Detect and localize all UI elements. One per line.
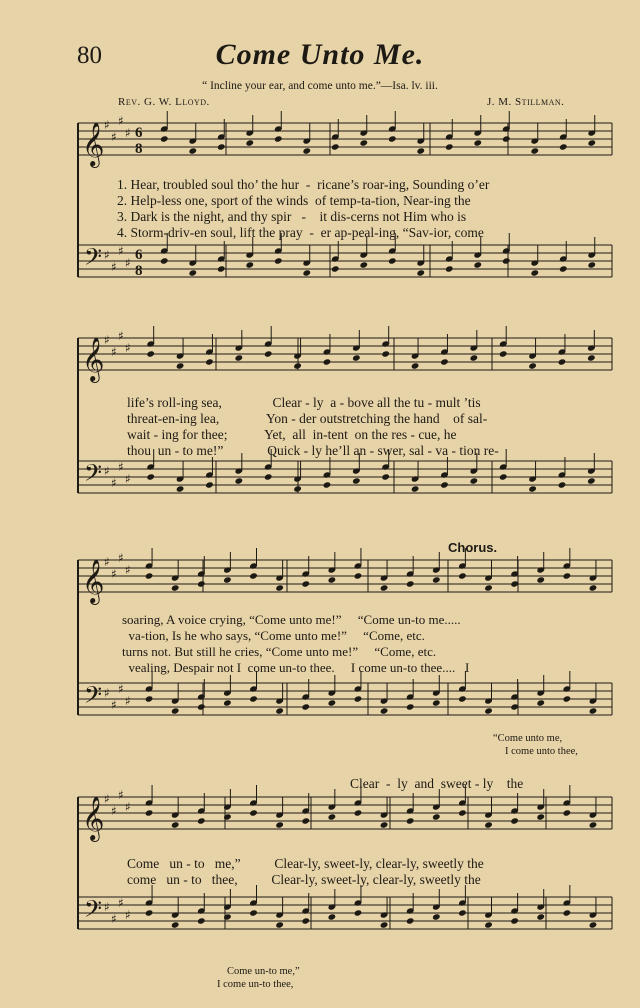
treble-clef: 𝄞 bbox=[82, 796, 105, 840]
note-head bbox=[245, 261, 254, 268]
note-head bbox=[502, 135, 511, 142]
note-head bbox=[432, 699, 441, 706]
chorus-label: Chorus. bbox=[448, 540, 498, 555]
epigraph: “ Incline your ear, and come unto me.”—Isa. lv. iii. bbox=[202, 80, 438, 92]
verse-line-1-1: 1. Hear, troubled soul tho’ the hur - ricane’s roar-ing, Sounding o’er bbox=[117, 177, 490, 192]
note-head bbox=[536, 913, 545, 920]
note-head bbox=[484, 921, 493, 928]
note-head bbox=[388, 257, 397, 264]
hymn-title: Come Unto Me. bbox=[215, 38, 425, 71]
sharp-sign: ♯ bbox=[118, 329, 124, 343]
note-head bbox=[245, 139, 254, 146]
sharp-sign: ♯ bbox=[111, 698, 117, 712]
note-head bbox=[145, 695, 154, 702]
note-head bbox=[411, 362, 420, 369]
note-head bbox=[160, 257, 169, 264]
note-head bbox=[274, 257, 283, 264]
note-head bbox=[145, 909, 154, 916]
note-head bbox=[499, 473, 508, 480]
sharp-sign: ♯ bbox=[111, 912, 117, 926]
note-head bbox=[587, 354, 596, 361]
note-head bbox=[352, 354, 361, 361]
note-head bbox=[499, 350, 508, 357]
time-sig: 8 bbox=[135, 263, 143, 279]
note-head bbox=[445, 265, 454, 272]
verse-line-4-2: come un - to thee, Clear-ly, sweet-ly, clear-ly, sweetly the bbox=[127, 872, 481, 887]
note-head bbox=[197, 817, 206, 824]
note-head bbox=[171, 584, 180, 591]
note-head bbox=[249, 809, 258, 816]
note-head bbox=[264, 350, 273, 357]
note-head bbox=[484, 584, 493, 591]
note-head bbox=[587, 261, 596, 268]
sharp-sign: ♯ bbox=[111, 804, 117, 818]
bass-echo-2: I come unto thee, bbox=[505, 746, 578, 757]
bass-echo-3: Come un-to me,” bbox=[227, 966, 300, 977]
sharp-sign: ♯ bbox=[111, 567, 117, 581]
sharp-sign: ♯ bbox=[125, 126, 131, 140]
note-head bbox=[293, 485, 302, 492]
note-head bbox=[502, 257, 511, 264]
note-head bbox=[559, 143, 568, 150]
note-head bbox=[275, 921, 284, 928]
note-head bbox=[563, 695, 572, 702]
note-head bbox=[301, 917, 310, 924]
sharp-sign: ♯ bbox=[125, 256, 131, 270]
note-head bbox=[146, 473, 155, 480]
note-head bbox=[275, 707, 284, 714]
time-sig: 8 bbox=[135, 141, 143, 157]
note-head bbox=[445, 143, 454, 150]
sharp-sign: ♯ bbox=[125, 472, 131, 486]
note-head bbox=[536, 699, 545, 706]
note-head bbox=[217, 265, 226, 272]
note-head bbox=[528, 362, 537, 369]
note-head bbox=[223, 813, 232, 820]
note-head bbox=[381, 473, 390, 480]
note-head bbox=[558, 481, 567, 488]
sharp-sign: ♯ bbox=[111, 476, 117, 490]
note-head bbox=[331, 265, 340, 272]
verse-line-3-1: soaring, A voice crying, “Come unto me!” “Come un-to me..... bbox=[122, 612, 461, 627]
note-head bbox=[176, 362, 185, 369]
note-head bbox=[510, 917, 519, 924]
note-head bbox=[293, 362, 302, 369]
note-head bbox=[416, 269, 425, 276]
note-head bbox=[470, 477, 479, 484]
note-head bbox=[205, 358, 214, 365]
sharp-sign: ♯ bbox=[104, 118, 110, 132]
note-head bbox=[559, 265, 568, 272]
note-head bbox=[235, 354, 244, 361]
author-credit: Rev. G. W. Lloyd. bbox=[118, 96, 210, 108]
note-head bbox=[301, 703, 310, 710]
sharp-sign: ♯ bbox=[125, 800, 131, 814]
note-head bbox=[510, 817, 519, 824]
note-head bbox=[406, 703, 415, 710]
note-head bbox=[171, 921, 180, 928]
note-head bbox=[354, 695, 363, 702]
note-head bbox=[197, 580, 206, 587]
sharp-sign: ♯ bbox=[111, 130, 117, 144]
note-head bbox=[406, 580, 415, 587]
sharp-sign: ♯ bbox=[111, 260, 117, 274]
verse-line-1-2: 2. Help-less one, sport of the winds of temp-ta-tion, Near-ing the bbox=[117, 193, 471, 208]
sharp-sign: ♯ bbox=[104, 464, 110, 478]
time-sig: 6 bbox=[135, 125, 143, 141]
top-line-text: Clear - ly and sweet - ly the bbox=[350, 776, 524, 791]
note-head bbox=[589, 584, 598, 591]
note-head bbox=[328, 699, 337, 706]
note-head bbox=[473, 139, 482, 146]
sharp-sign: ♯ bbox=[118, 114, 124, 128]
sharp-sign: ♯ bbox=[118, 460, 124, 474]
note-head bbox=[563, 572, 572, 579]
note-head bbox=[352, 477, 361, 484]
note-head bbox=[359, 261, 368, 268]
note-head bbox=[440, 481, 449, 488]
time-sig: 6 bbox=[135, 247, 143, 263]
note-head bbox=[432, 576, 441, 583]
note-head bbox=[536, 813, 545, 820]
note-head bbox=[323, 481, 332, 488]
sharp-sign: ♯ bbox=[125, 694, 131, 708]
note-head bbox=[536, 576, 545, 583]
note-head bbox=[563, 809, 572, 816]
sharp-sign: ♯ bbox=[118, 682, 124, 696]
note-head bbox=[380, 584, 389, 591]
note-head bbox=[530, 269, 539, 276]
note-head bbox=[145, 809, 154, 816]
note-head bbox=[223, 576, 232, 583]
verse-line-3-4: vealing, Despair not I come un-to thee. I come un-to thee.... I bbox=[122, 660, 470, 675]
note-head bbox=[484, 707, 493, 714]
note-head bbox=[188, 269, 197, 276]
note-head bbox=[275, 821, 284, 828]
bass-clef: 𝄢 bbox=[84, 243, 103, 276]
note-head bbox=[470, 354, 479, 361]
note-head bbox=[274, 135, 283, 142]
note-head bbox=[354, 909, 363, 916]
note-head bbox=[223, 913, 232, 920]
note-head bbox=[484, 821, 493, 828]
note-head bbox=[589, 821, 598, 828]
note-head bbox=[249, 572, 258, 579]
note-head bbox=[160, 135, 169, 142]
note-head bbox=[530, 147, 539, 154]
note-head bbox=[197, 703, 206, 710]
verse-line-2-2: threat-en-ing lea, Yon - der outstretching the hand of sal- bbox=[127, 411, 488, 426]
verse-line-2-4: thou un - to me!” Quick - ly he’ll an - swer, sal - va - tion re- bbox=[127, 443, 499, 458]
note-head bbox=[302, 147, 311, 154]
note-head bbox=[473, 261, 482, 268]
note-head bbox=[563, 909, 572, 916]
note-head bbox=[171, 707, 180, 714]
note-head bbox=[354, 809, 363, 816]
note-head bbox=[416, 147, 425, 154]
note-head bbox=[176, 485, 185, 492]
note-head bbox=[264, 473, 273, 480]
sharp-sign: ♯ bbox=[104, 248, 110, 262]
note-head bbox=[381, 350, 390, 357]
note-head bbox=[275, 584, 284, 591]
note-head bbox=[458, 695, 467, 702]
note-head bbox=[145, 572, 154, 579]
note-head bbox=[587, 477, 596, 484]
bass-clef: 𝄢 bbox=[84, 459, 103, 492]
note-head bbox=[249, 695, 258, 702]
note-head bbox=[171, 821, 180, 828]
note-head bbox=[458, 809, 467, 816]
sharp-sign: ♯ bbox=[125, 563, 131, 577]
bass-echo-1: “Come unto me, bbox=[493, 733, 563, 744]
verse-line-1-3: 3. Dark is the night, and thy spir - it dis-cerns not Him who is bbox=[117, 209, 467, 224]
note-head bbox=[458, 572, 467, 579]
note-head bbox=[406, 917, 415, 924]
note-head bbox=[205, 481, 214, 488]
note-head bbox=[301, 817, 310, 824]
note-head bbox=[388, 135, 397, 142]
verse-line-4-1: Come un - to me,” Clear-ly, sweet-ly, clear-ly, sweetly the bbox=[127, 856, 484, 871]
note-head bbox=[432, 913, 441, 920]
note-head bbox=[302, 269, 311, 276]
bass-clef: 𝄢 bbox=[84, 681, 103, 714]
verse-line-3-3: turns not. But still he cries, “Come unto me!” “Come, etc. bbox=[122, 644, 437, 659]
note-head bbox=[411, 485, 420, 492]
sharp-sign: ♯ bbox=[118, 551, 124, 565]
page-number: 80 bbox=[77, 42, 102, 69]
note-head bbox=[558, 358, 567, 365]
note-head bbox=[217, 143, 226, 150]
note-head bbox=[328, 813, 337, 820]
verse-line-1-4: 4. Storm-driv-en soul, lift the pray - er ap-peal-ing, “Sav-ior, come bbox=[117, 225, 484, 240]
sharp-sign: ♯ bbox=[125, 341, 131, 355]
note-head bbox=[235, 477, 244, 484]
note-head bbox=[587, 139, 596, 146]
treble-clef: 𝄞 bbox=[82, 559, 105, 603]
sharp-sign: ♯ bbox=[104, 333, 110, 347]
note-head bbox=[249, 909, 258, 916]
note-head bbox=[589, 707, 598, 714]
note-head bbox=[380, 921, 389, 928]
note-head bbox=[354, 572, 363, 579]
sharp-sign: ♯ bbox=[125, 908, 131, 922]
note-head bbox=[589, 921, 598, 928]
verse-line-2-1: life’s roll-ing sea, Clear - ly a - bove all the tu - mult ’tis bbox=[127, 395, 481, 410]
note-head bbox=[301, 580, 310, 587]
note-head bbox=[406, 817, 415, 824]
composer-credit: J. M. Stillman. bbox=[487, 96, 565, 108]
note-head bbox=[458, 909, 467, 916]
sharp-sign: ♯ bbox=[118, 896, 124, 910]
note-head bbox=[359, 139, 368, 146]
note-head bbox=[331, 143, 340, 150]
note-head bbox=[328, 913, 337, 920]
treble-clef: 𝄞 bbox=[82, 337, 105, 381]
sharp-sign: ♯ bbox=[118, 244, 124, 258]
sharp-sign: ♯ bbox=[118, 788, 124, 802]
note-head bbox=[323, 358, 332, 365]
note-head bbox=[197, 917, 206, 924]
note-head bbox=[432, 813, 441, 820]
note-head bbox=[223, 699, 232, 706]
note-head bbox=[440, 358, 449, 365]
sharp-sign: ♯ bbox=[104, 792, 110, 806]
note-head bbox=[328, 576, 337, 583]
note-head bbox=[188, 147, 197, 154]
bass-clef: 𝄢 bbox=[84, 895, 103, 928]
note-head bbox=[528, 485, 537, 492]
sharp-sign: ♯ bbox=[104, 686, 110, 700]
treble-clef: 𝄞 bbox=[82, 122, 105, 166]
note-head bbox=[380, 821, 389, 828]
sharp-sign: ♯ bbox=[111, 345, 117, 359]
note-head bbox=[380, 707, 389, 714]
sharp-sign: ♯ bbox=[104, 900, 110, 914]
verse-line-3-2: va-tion, Is he who says, “Come unto me!” “Come, etc. bbox=[122, 628, 425, 643]
verse-line-2-3: wait - ing for thee; Yet, all in-tent on the res - cue, he bbox=[127, 427, 457, 442]
bass-echo-4: I come un-to thee, bbox=[217, 979, 294, 990]
sharp-sign: ♯ bbox=[104, 555, 110, 569]
note-head bbox=[146, 350, 155, 357]
